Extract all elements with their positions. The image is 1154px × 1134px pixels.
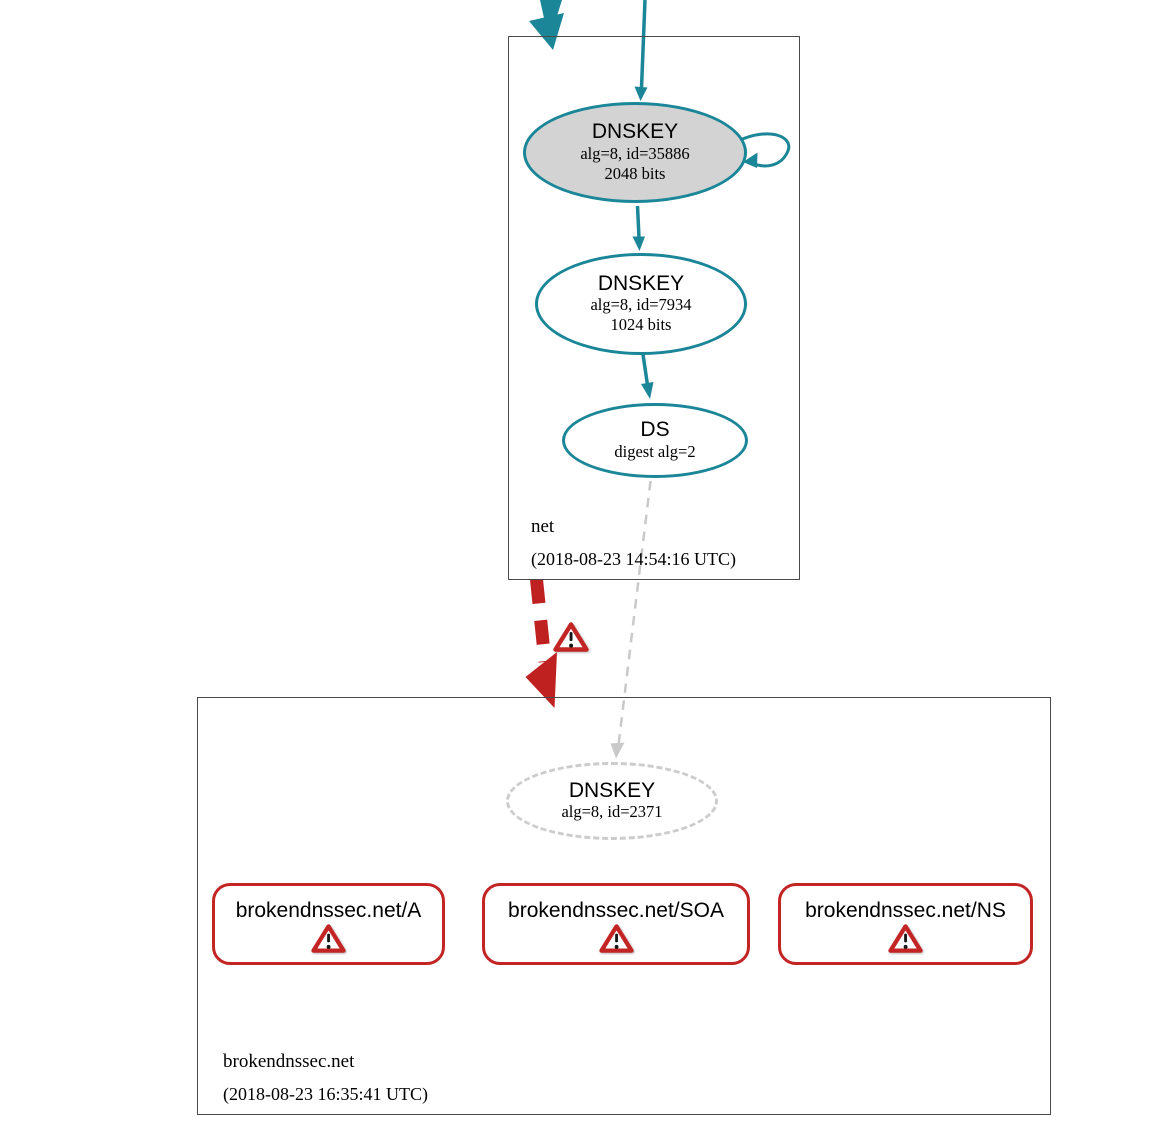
node-detail: 1024 bits — [610, 315, 672, 335]
node-detail: alg=8, id=7934 — [590, 295, 692, 315]
node-title: DNSKEY — [591, 120, 679, 144]
rrset-label: brokendnssec.net/SOA — [508, 899, 724, 922]
node-title: DS — [640, 418, 670, 442]
warning-icon[interactable] — [553, 621, 589, 653]
warning-icon[interactable] — [311, 923, 346, 954]
node-ds-net[interactable] — [562, 403, 748, 478]
node-detail: digest alg=2 — [614, 441, 696, 461]
node-title: DNSKEY — [597, 271, 685, 295]
zone-name-net: net — [531, 516, 555, 537]
warning-icon[interactable] — [888, 923, 923, 954]
rrset-label: brokendnssec.net/NS — [805, 899, 1006, 922]
zone-timestamp-net: (2018-08-23 14:54:16 UTC) — [531, 549, 736, 569]
rrset-box-ns[interactable] — [778, 883, 1033, 965]
node-detail: alg=8, id=35886 — [580, 143, 690, 163]
warning-icon[interactable] — [599, 923, 634, 954]
node-dnskey-brokendnssec[interactable] — [506, 762, 718, 840]
node-dnskey-ksk-net[interactable] — [523, 102, 747, 203]
rrset-box-a[interactable] — [212, 883, 445, 965]
zone-timestamp-brokendnssec: (2018-08-23 16:35:41 UTC) — [223, 1084, 428, 1104]
rrset-label: brokendnssec.net/A — [235, 899, 422, 922]
node-detail: alg=8, id=2371 — [561, 802, 663, 822]
node-dnskey-zsk-net[interactable] — [535, 253, 747, 355]
node-detail: 2048 bits — [604, 163, 666, 183]
node-title: DNSKEY — [568, 778, 656, 802]
zone-name-brokendnssec: brokendnssec.net — [223, 1051, 355, 1072]
rrset-box-soa[interactable] — [482, 883, 750, 965]
